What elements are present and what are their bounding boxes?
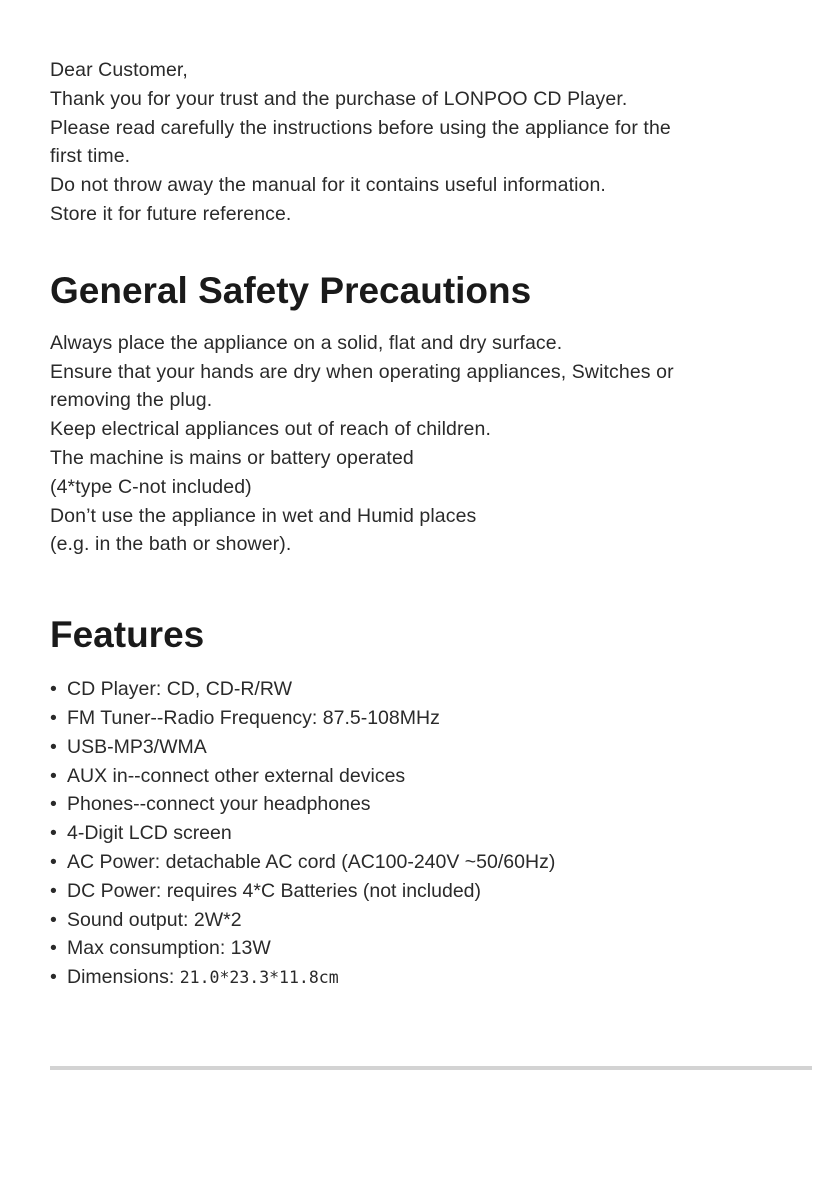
intro-section (50, 56, 810, 229)
safety-line: removing the plug. (50, 389, 213, 412)
list-item (50, 934, 810, 963)
feature-text: DC Power: requires 4*C Batteries (not included) (67, 879, 482, 902)
dimensions-label: Dimensions: (67, 966, 180, 989)
intro-line: Thank you for your trust and the purchase of LONPOO CD Player. (50, 87, 628, 110)
features-section (50, 613, 810, 993)
list-item (50, 675, 810, 704)
list-item (50, 704, 810, 733)
list-item (50, 790, 810, 819)
bullet-icon: • (50, 908, 57, 931)
safety-line: Keep electrical appliances out of reach of children. (50, 418, 491, 441)
bullet-icon: • (50, 793, 57, 816)
list-item (50, 762, 810, 791)
intro-line: Do not throw away the manual for it contains useful information. (50, 174, 606, 197)
manual-page (50, 56, 810, 993)
bullet-icon: • (50, 822, 57, 845)
features-list (50, 675, 810, 993)
bullet-icon: • (50, 706, 57, 729)
safety-line: (e.g. in the bath or shower). (50, 533, 292, 556)
feature-text: Sound output: 2W*2 (67, 908, 242, 931)
footer-divider (50, 1066, 812, 1070)
bullet-icon: • (50, 764, 57, 787)
safety-line: Ensure that your hands are dry when operating appliances, Switches or (50, 360, 674, 383)
bullet-icon: • (50, 937, 57, 960)
safety-line: The machine is mains or battery operated (50, 446, 414, 469)
safety-line: (4*type C-not included) (50, 475, 252, 498)
list-item (50, 963, 810, 993)
bullet-icon: • (50, 966, 57, 989)
features-heading: Features (50, 614, 205, 656)
list-item (50, 819, 810, 848)
intro-line: Please read carefully the instructions before using the appliance for the (50, 116, 671, 139)
list-item (50, 733, 810, 762)
safety-heading: General Safety Precautions (50, 269, 532, 311)
bullet-icon: • (50, 879, 57, 902)
feature-text: Phones--connect your headphones (67, 793, 371, 816)
intro-line: Store it for future reference. (50, 202, 292, 225)
intro-line: Dear Customer, (50, 59, 188, 81)
list-item (50, 848, 810, 877)
feature-text: USB-MP3/WMA (67, 735, 207, 758)
safety-line: Don’t use the appliance in wet and Humid places (50, 504, 477, 527)
feature-text: CD Player: CD, CD-R/RW (67, 678, 292, 701)
bullet-icon: • (50, 850, 57, 873)
dimensions-value: 21.0*23.3*11.8cm (179, 968, 339, 988)
feature-text: Max consumption: 13W (67, 937, 271, 960)
list-item (50, 906, 810, 935)
bullet-icon: • (50, 735, 57, 758)
feature-text (67, 963, 339, 993)
intro-line: first time. (50, 145, 131, 168)
feature-text: 4-Digit LCD screen (67, 822, 232, 845)
bullet-icon: • (50, 678, 57, 701)
feature-text: FM Tuner--Radio Frequency: 87.5-108MHz (67, 706, 440, 729)
safety-section (50, 269, 810, 559)
feature-text: AUX in--connect other external devices (67, 764, 406, 787)
safety-line: Always place the appliance on a solid, flat and dry surface. (50, 331, 563, 354)
feature-text: AC Power: detachable AC cord (AC100-240V ~50/60Hz) (67, 850, 556, 873)
list-item (50, 877, 810, 906)
